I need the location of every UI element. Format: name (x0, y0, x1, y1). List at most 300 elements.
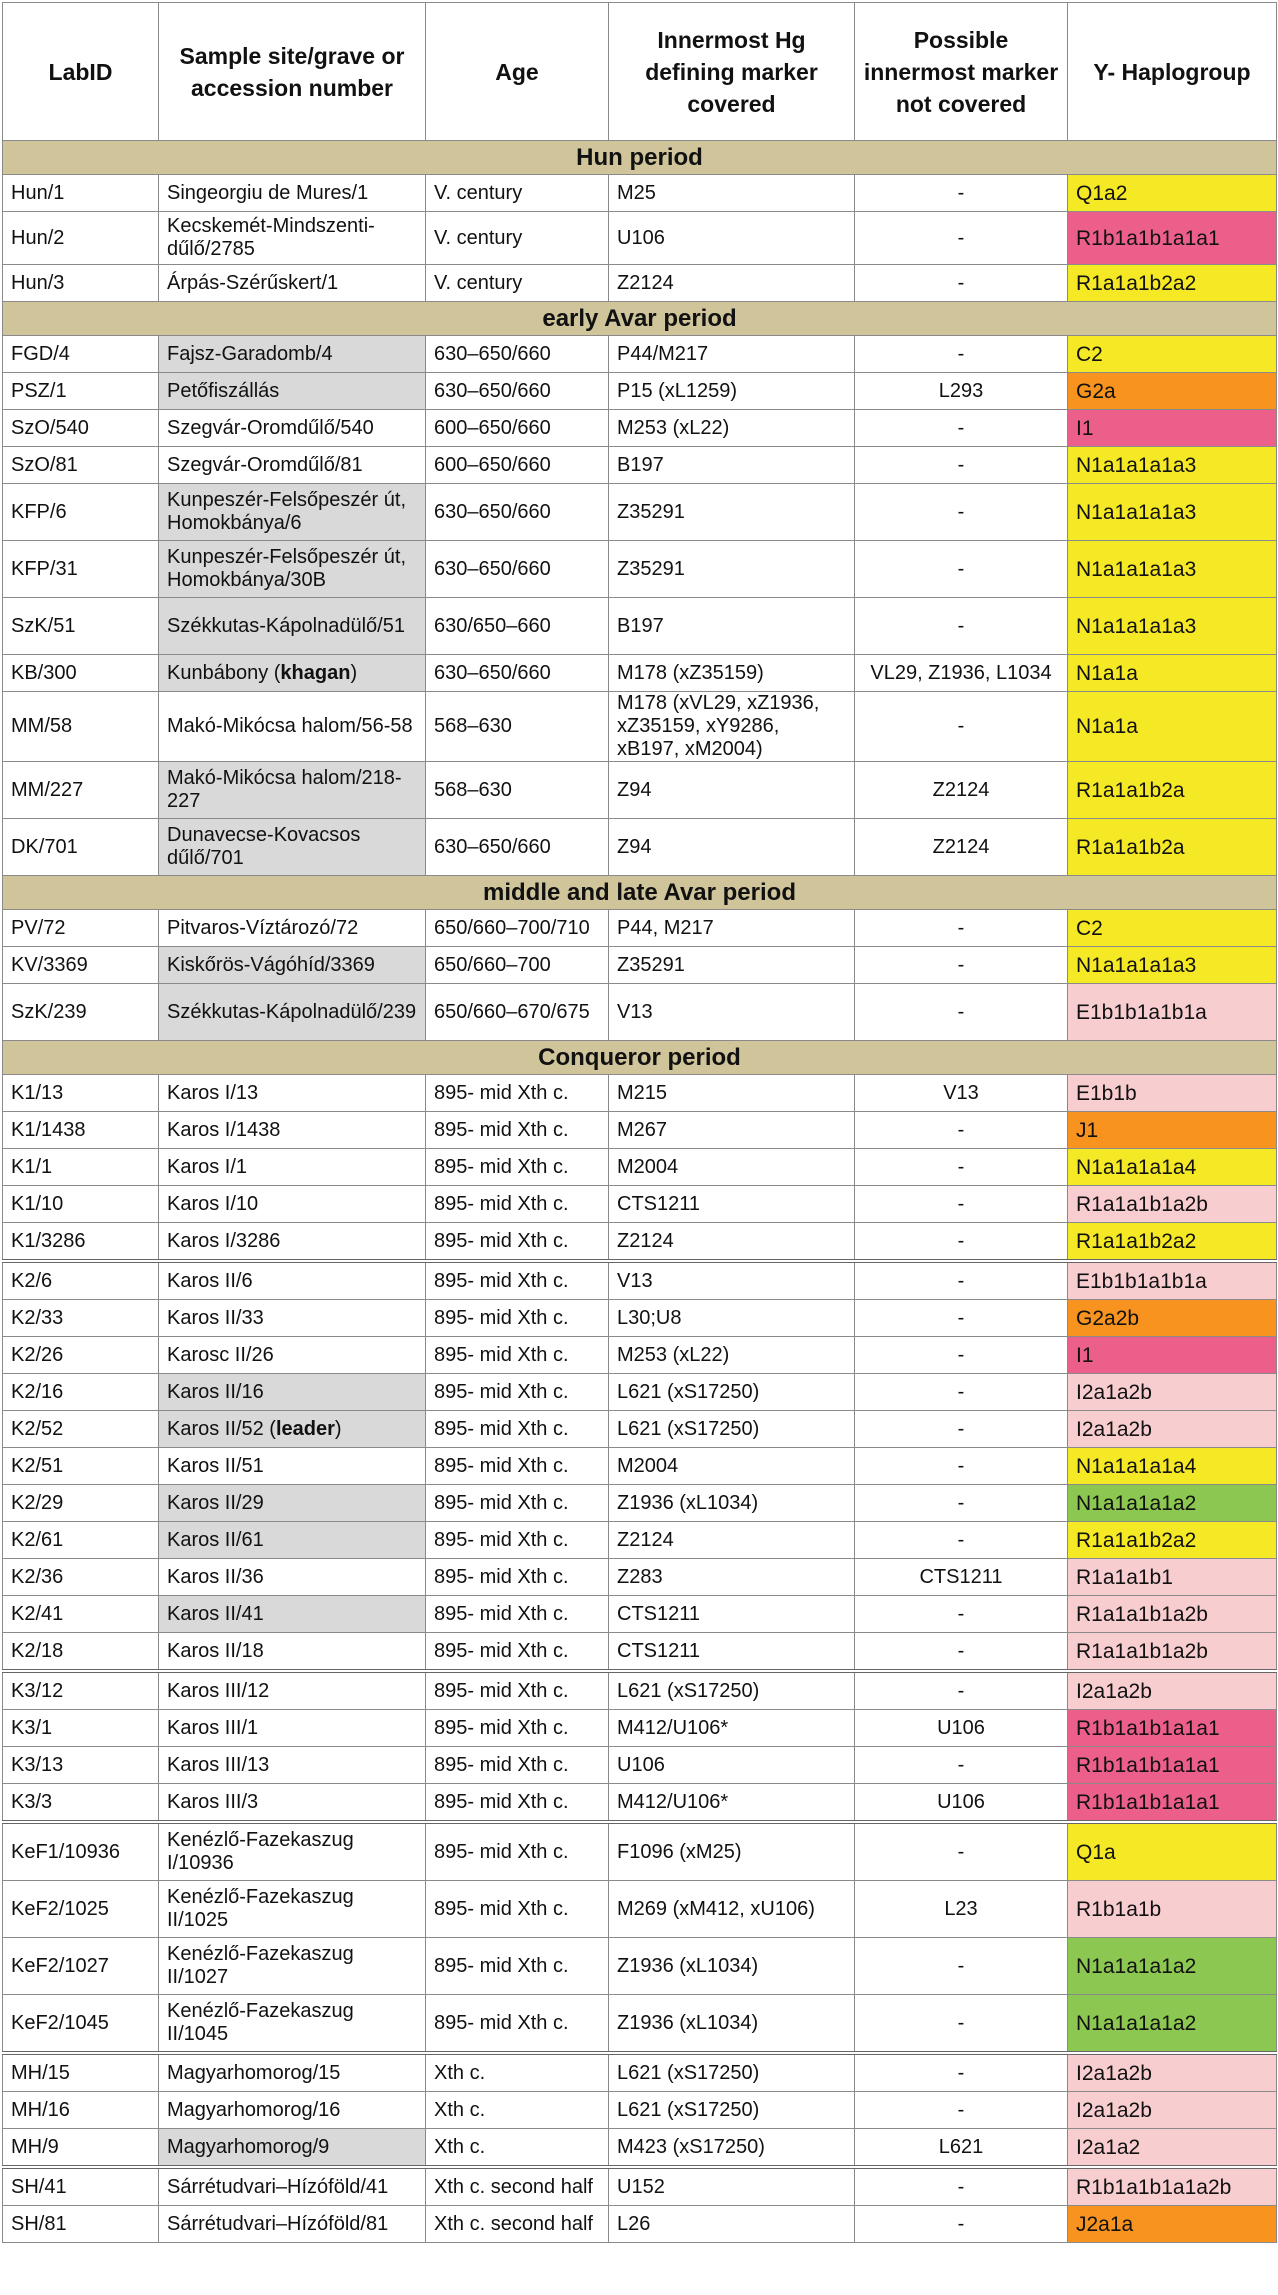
lab-id-cell: DK/701 (3, 819, 159, 876)
sample-site-cell (159, 1411, 426, 1448)
lab-id-cell: MH/16 (3, 2092, 159, 2129)
header-marker-covered: Innermost Hg defining marker covered (609, 3, 855, 141)
table-row (3, 1710, 1277, 1747)
age-cell: 895- mid Xth c. (426, 1223, 609, 1262)
marker-not-covered-cell: - (855, 410, 1068, 447)
table-row (3, 1747, 1277, 1784)
table-row (3, 1149, 1277, 1186)
sample-site-cell (159, 1300, 426, 1337)
lab-id-cell: K1/1438 (3, 1112, 159, 1149)
marker-covered-cell: L621 (xS17250) (609, 1671, 855, 1710)
marker-not-covered-cell: - (855, 1300, 1068, 1337)
table-row (3, 1995, 1277, 2054)
haplogroup-cell: R1a1a1b1a2b (1068, 1633, 1277, 1672)
sample-site-emphasis: khagan (280, 661, 351, 684)
header-haplogroup: Y- Haplogroup (1068, 3, 1277, 141)
sample-site-cell (159, 336, 426, 373)
haplogroup-cell: C2 (1068, 910, 1277, 947)
lab-id-cell: SzK/239 (3, 984, 159, 1041)
header-row (3, 3, 1277, 141)
age-cell: 895- mid Xth c. (426, 1522, 609, 1559)
age-cell: V. century (426, 175, 609, 212)
sample-site-text: Karosc II/26 (167, 1343, 274, 1366)
table-row (3, 1261, 1277, 1300)
table-row (3, 1784, 1277, 1823)
sample-site-cell (159, 1710, 426, 1747)
marker-not-covered-cell: - (855, 1186, 1068, 1223)
table-row (3, 2206, 1277, 2243)
period-row (3, 1041, 1277, 1075)
sample-site-cell (159, 762, 426, 819)
lab-id-cell: K2/33 (3, 1300, 159, 1337)
sample-site-cell (159, 598, 426, 655)
sample-site-text: Karos I/10 (167, 1192, 259, 1215)
lab-id-cell: KeF2/1025 (3, 1881, 159, 1938)
age-cell: 650/660–670/675 (426, 984, 609, 1041)
age-cell: 895- mid Xth c. (426, 1075, 609, 1112)
marker-covered-cell: M267 (609, 1112, 855, 1149)
lab-id-cell: KFP/6 (3, 484, 159, 541)
age-cell: V. century (426, 265, 609, 302)
table-row (3, 1596, 1277, 1633)
marker-not-covered-cell: - (855, 1633, 1068, 1672)
age-cell: 895- mid Xth c. (426, 1300, 609, 1337)
marker-covered-cell: M215 (609, 1075, 855, 1112)
sample-site-cell (159, 1374, 426, 1411)
haplogroup-cell: N1a1a1a1a3 (1068, 598, 1277, 655)
sample-site-text: Karos II/36 (167, 1565, 264, 1588)
table-row (3, 2129, 1277, 2168)
table-row (3, 1223, 1277, 1262)
marker-not-covered-cell: - (855, 1261, 1068, 1300)
sample-site-cell (159, 1149, 426, 1186)
marker-not-covered-cell: - (855, 2092, 1068, 2129)
lab-id-cell: KeF2/1027 (3, 1938, 159, 1995)
age-cell: V. century (426, 212, 609, 265)
haplogroup-cell: I2a1a2b (1068, 2053, 1277, 2092)
table-body (3, 141, 1277, 2243)
table-row (3, 373, 1277, 410)
haplogroup-cell: R1b1a1b (1068, 1881, 1277, 1938)
marker-covered-cell: M178 (xVL29, xZ1936, xZ35159, xY9286, xB197, xM2004) (609, 692, 855, 762)
table-row (3, 1448, 1277, 1485)
age-cell: 895- mid Xth c. (426, 1822, 609, 1881)
sample-site-cell (159, 2206, 426, 2243)
marker-not-covered-cell: V13 (855, 1075, 1068, 1112)
haplogroup-cell: R1a1a1b2a2 (1068, 265, 1277, 302)
marker-covered-cell: V13 (609, 984, 855, 1041)
table-row (3, 1485, 1277, 1522)
lab-id-cell: KeF2/1045 (3, 1995, 159, 2054)
haplogroup-cell: E1b1b1a1b1a (1068, 1261, 1277, 1300)
haplogroup-cell: R1a1a1b2a (1068, 819, 1277, 876)
age-cell: 895- mid Xth c. (426, 1448, 609, 1485)
sample-site-text: Karos II/16 (167, 1380, 264, 1403)
age-cell: 895- mid Xth c. (426, 1411, 609, 1448)
age-cell: Xth c. (426, 2129, 609, 2168)
marker-not-covered-cell: - (855, 1112, 1068, 1149)
sample-site-cell (159, 1881, 426, 1938)
age-cell: 650/660–700 (426, 947, 609, 984)
haplogroup-cell: Q1a2 (1068, 175, 1277, 212)
table-row (3, 1411, 1277, 1448)
sample-site-text: Kenézlő-Fazekaszug II/1025 (167, 1886, 354, 1931)
marker-not-covered-cell: - (855, 2167, 1068, 2206)
period-row (3, 876, 1277, 910)
sample-site-text: Kenézlő-Fazekaszug II/1045 (167, 2000, 354, 2045)
haplogroup-cell: N1a1a (1068, 692, 1277, 762)
sample-site-emphasis: leader (275, 1417, 335, 1440)
table-row (3, 947, 1277, 984)
marker-not-covered-cell: - (855, 1596, 1068, 1633)
haplogroup-cell: R1a1a1b1a2b (1068, 1186, 1277, 1223)
lab-id-cell: K1/3286 (3, 1223, 159, 1262)
table-row (3, 1633, 1277, 1672)
sample-site-text: Karos II/61 (167, 1528, 264, 1551)
haplogroup-cell: N1a1a1a1a2 (1068, 1485, 1277, 1522)
marker-not-covered-cell: - (855, 175, 1068, 212)
lab-id-cell: PV/72 (3, 910, 159, 947)
lab-id-cell: K3/1 (3, 1710, 159, 1747)
table-row (3, 447, 1277, 484)
lab-id-cell: K1/10 (3, 1186, 159, 1223)
sample-site-cell (159, 1633, 426, 1672)
haplogroup-cell: R1b1a1b1a1a1 (1068, 212, 1277, 265)
age-cell: Xth c. second half (426, 2167, 609, 2206)
age-cell: 895- mid Xth c. (426, 1485, 609, 1522)
sample-site-text: Makó-Mikócsa halom/56-58 (167, 715, 413, 737)
marker-covered-cell: M412/U106* (609, 1784, 855, 1823)
marker-not-covered-cell: - (855, 1822, 1068, 1881)
table-row (3, 1112, 1277, 1149)
sample-site-cell (159, 819, 426, 876)
table-row (3, 265, 1277, 302)
lab-id-cell: K2/18 (3, 1633, 159, 1672)
marker-not-covered-cell: - (855, 1337, 1068, 1374)
lab-id-cell: K2/51 (3, 1448, 159, 1485)
sample-site-cell (159, 1747, 426, 1784)
marker-covered-cell: P44, M217 (609, 910, 855, 947)
table-row (3, 212, 1277, 265)
marker-covered-cell: M423 (xS17250) (609, 2129, 855, 2168)
marker-not-covered-cell: - (855, 1671, 1068, 1710)
age-cell: 630–650/660 (426, 655, 609, 692)
header-labid: LabID (3, 3, 159, 141)
haplogroup-cell: N1a1a1a1a2 (1068, 1938, 1277, 1995)
sample-site-text: Kenézlő-Fazekaszug I/10936 (167, 1829, 354, 1874)
haplogroup-cell: I2a1a2b (1068, 1671, 1277, 1710)
sample-site-cell (159, 1112, 426, 1149)
table-row (3, 1881, 1277, 1938)
marker-not-covered-cell: - (855, 2206, 1068, 2243)
sample-site-cell (159, 1671, 426, 1710)
age-cell: 895- mid Xth c. (426, 1633, 609, 1672)
marker-covered-cell: Z2124 (609, 265, 855, 302)
haplogroup-cell: C2 (1068, 336, 1277, 373)
marker-covered-cell: L621 (xS17250) (609, 2053, 855, 2092)
lab-id-cell: KB/300 (3, 655, 159, 692)
marker-covered-cell: CTS1211 (609, 1633, 855, 1672)
marker-not-covered-cell: - (855, 1522, 1068, 1559)
age-cell: 630–650/660 (426, 373, 609, 410)
marker-covered-cell: F1096 (xM25) (609, 1822, 855, 1881)
table-row (3, 598, 1277, 655)
haplogroup-cell: R1b1a1b1a1a1 (1068, 1784, 1277, 1823)
sample-site-cell (159, 1559, 426, 1596)
marker-not-covered-cell: Z2124 (855, 819, 1068, 876)
age-cell: 650/660–700/710 (426, 910, 609, 947)
header-marker-not-covered: Possible innermost marker not covered (855, 3, 1068, 141)
marker-covered-cell: L621 (xS17250) (609, 1374, 855, 1411)
haplogroup-cell: R1a1a1b1a2b (1068, 1596, 1277, 1633)
age-cell: 895- mid Xth c. (426, 1149, 609, 1186)
haplogroup-cell: N1a1a1a1a3 (1068, 484, 1277, 541)
sample-site-cell (159, 2053, 426, 2092)
table-row (3, 541, 1277, 598)
sample-site-cell (159, 692, 426, 762)
sample-site-text: Kunpeszér-Felsőpeszér út, Homokbánya/30B (167, 546, 407, 591)
haplogroup-cell: R1a1a1b2a (1068, 762, 1277, 819)
age-cell: 895- mid Xth c. (426, 1374, 609, 1411)
sample-site-cell (159, 2129, 426, 2168)
sample-site-text: Karos III/3 (167, 1790, 259, 1813)
sample-site-suffix: ) (350, 661, 358, 684)
marker-covered-cell: Z94 (609, 762, 855, 819)
table-row (3, 1671, 1277, 1710)
marker-covered-cell: L30;U8 (609, 1300, 855, 1337)
lab-id-cell: SH/81 (3, 2206, 159, 2243)
table-row (3, 484, 1277, 541)
marker-covered-cell: CTS1211 (609, 1596, 855, 1633)
marker-not-covered-cell: Z2124 (855, 762, 1068, 819)
sample-site-cell (159, 1186, 426, 1223)
haplogroup-cell: N1a1a (1068, 655, 1277, 692)
haplogroup-cell: R1b1a1b1a1a1 (1068, 1747, 1277, 1784)
sample-site-text: Pitvaros-Víztározó/72 (167, 916, 359, 939)
lab-id-cell: SzO/540 (3, 410, 159, 447)
marker-covered-cell: Z2124 (609, 1223, 855, 1262)
sample-site-cell (159, 1448, 426, 1485)
marker-not-covered-cell: - (855, 2053, 1068, 2092)
sample-site-text: Kecskemét-Mindszenti-dűlő/2785 (167, 215, 375, 260)
table-row (3, 1522, 1277, 1559)
marker-covered-cell: M253 (xL22) (609, 410, 855, 447)
lab-id-cell: K2/36 (3, 1559, 159, 1596)
age-cell: 600–650/660 (426, 447, 609, 484)
haplogroup-cell: N1a1a1a1a3 (1068, 447, 1277, 484)
sample-site-text: Magyarhomorog/9 (167, 2135, 330, 2158)
marker-not-covered-cell: L23 (855, 1881, 1068, 1938)
lab-id-cell: SzK/51 (3, 598, 159, 655)
sample-site-cell (159, 447, 426, 484)
lab-id-cell: K3/3 (3, 1784, 159, 1823)
sample-site-text: Kiskőrös-Vágóhíd/3369 (167, 953, 375, 976)
age-cell: 630–650/660 (426, 336, 609, 373)
age-cell: Xth c. (426, 2053, 609, 2092)
table-row (3, 819, 1277, 876)
sample-site-suffix: ) (334, 1417, 342, 1440)
lab-id-cell: K2/29 (3, 1485, 159, 1522)
age-cell: 630/650–660 (426, 598, 609, 655)
sample-site-text: Karos III/1 (167, 1716, 259, 1739)
age-cell: 895- mid Xth c. (426, 1261, 609, 1300)
age-cell: 895- mid Xth c. (426, 1784, 609, 1823)
marker-covered-cell: M412/U106* (609, 1710, 855, 1747)
table-row (3, 762, 1277, 819)
table-row (3, 2092, 1277, 2129)
marker-covered-cell: P44/M217 (609, 336, 855, 373)
age-cell: 895- mid Xth c. (426, 1938, 609, 1995)
marker-covered-cell: Z2124 (609, 1522, 855, 1559)
table-row (3, 910, 1277, 947)
age-cell: 895- mid Xth c. (426, 1596, 609, 1633)
marker-covered-cell: M2004 (609, 1149, 855, 1186)
sample-site-cell (159, 265, 426, 302)
age-cell: 568–630 (426, 762, 609, 819)
marker-covered-cell: Z35291 (609, 541, 855, 598)
age-cell: 895- mid Xth c. (426, 1710, 609, 1747)
sample-site-text: Kunpeszér-Felsőpeszér út, Homokbánya/6 (167, 489, 407, 534)
marker-not-covered-cell: - (855, 1995, 1068, 2054)
marker-covered-cell: Z1936 (xL1034) (609, 1485, 855, 1522)
sample-site-cell (159, 2167, 426, 2206)
marker-not-covered-cell: - (855, 984, 1068, 1041)
sample-site-cell (159, 1995, 426, 2054)
marker-not-covered-cell: - (855, 598, 1068, 655)
marker-covered-cell: Z1936 (xL1034) (609, 1995, 855, 2054)
sample-site-text: Karos II/52 ( (167, 1417, 276, 1440)
age-cell: 895- mid Xth c. (426, 1559, 609, 1596)
marker-covered-cell: P15 (xL1259) (609, 373, 855, 410)
haplogroup-cell: N1a1a1a1a4 (1068, 1149, 1277, 1186)
table-row (3, 1374, 1277, 1411)
table-row (3, 1337, 1277, 1374)
marker-covered-cell: L621 (xS17250) (609, 2092, 855, 2129)
sample-site-text: Árpás-Szérűskert/1 (167, 271, 339, 294)
haplogroup-cell: N1a1a1a1a4 (1068, 1448, 1277, 1485)
marker-covered-cell: U152 (609, 2167, 855, 2206)
age-cell: 630–650/660 (426, 819, 609, 876)
sample-site-cell (159, 212, 426, 265)
sample-site-cell (159, 1596, 426, 1633)
marker-covered-cell: U106 (609, 1747, 855, 1784)
sample-site-text: Sárrétudvari–Hízóföld/81 (167, 2212, 389, 2235)
lab-id-cell: MH/15 (3, 2053, 159, 2092)
sample-site-text: Karos III/13 (167, 1753, 270, 1776)
sample-site-cell (159, 484, 426, 541)
haplogroup-table (2, 2, 1277, 2243)
marker-not-covered-cell: - (855, 692, 1068, 762)
age-cell: 895- mid Xth c. (426, 1747, 609, 1784)
haplogroup-cell: R1a1a1b1 (1068, 1559, 1277, 1596)
marker-not-covered-cell: - (855, 1223, 1068, 1262)
sample-site-text: Sárrétudvari–Hízóföld/41 (167, 2175, 389, 2198)
marker-not-covered-cell: U106 (855, 1784, 1068, 1823)
haplogroup-cell: N1a1a1a1a3 (1068, 541, 1277, 598)
haplogroup-cell: I1 (1068, 410, 1277, 447)
sample-site-cell (159, 410, 426, 447)
lab-id-cell: Hun/2 (3, 212, 159, 265)
marker-not-covered-cell: - (855, 336, 1068, 373)
haplogroup-cell: R1b1a1b1a1a2b (1068, 2167, 1277, 2206)
lab-id-cell: MM/58 (3, 692, 159, 762)
marker-not-covered-cell: - (855, 1149, 1068, 1186)
lab-id-cell: K2/16 (3, 1374, 159, 1411)
age-cell: 895- mid Xth c. (426, 1671, 609, 1710)
marker-not-covered-cell: U106 (855, 1710, 1068, 1747)
sample-site-cell (159, 1822, 426, 1881)
haplogroup-cell: R1a1a1b2a2 (1068, 1223, 1277, 1262)
header-age: Age (426, 3, 609, 141)
haplogroup-cell: I2a1a2b (1068, 1411, 1277, 1448)
sample-site-cell (159, 1075, 426, 1112)
sample-site-text: Karos II/29 (167, 1491, 264, 1514)
sample-site-cell (159, 2092, 426, 2129)
age-cell: Xth c. (426, 2092, 609, 2129)
marker-covered-cell: M253 (xL22) (609, 1337, 855, 1374)
table-row (3, 336, 1277, 373)
sample-site-text: Székkutas-Kápolnadülő/51 (167, 614, 405, 637)
age-cell: 568–630 (426, 692, 609, 762)
marker-not-covered-cell: - (855, 212, 1068, 265)
marker-covered-cell: Z283 (609, 1559, 855, 1596)
lab-id-cell: K2/52 (3, 1411, 159, 1448)
header-sample-site: Sample site/grave or accession number (159, 3, 426, 141)
sample-site-text: Karos I/1 (167, 1155, 248, 1178)
marker-not-covered-cell: - (855, 1448, 1068, 1485)
haplogroup-cell: J1 (1068, 1112, 1277, 1149)
lab-id-cell: K2/61 (3, 1522, 159, 1559)
haplogroup-cell: N1a1a1a1a3 (1068, 947, 1277, 984)
marker-covered-cell: M2004 (609, 1448, 855, 1485)
lab-id-cell: Hun/3 (3, 265, 159, 302)
sample-site-text: Magyarhomorog/15 (167, 2061, 341, 2084)
sample-site-cell (159, 1261, 426, 1300)
table-row (3, 1559, 1277, 1596)
lab-id-cell: K2/41 (3, 1596, 159, 1633)
sample-site-text: Magyarhomorog/16 (167, 2098, 341, 2121)
haplogroup-cell: E1b1b1a1b1a (1068, 984, 1277, 1041)
sample-site-cell (159, 175, 426, 212)
marker-covered-cell: M25 (609, 175, 855, 212)
age-cell: 600–650/660 (426, 410, 609, 447)
lab-id-cell: KV/3369 (3, 947, 159, 984)
marker-covered-cell: V13 (609, 1261, 855, 1300)
haplogroup-cell: I2a1a2 (1068, 2129, 1277, 2168)
sample-site-text: Karos II/51 (167, 1454, 264, 1477)
marker-covered-cell: B197 (609, 447, 855, 484)
period-row (3, 141, 1277, 175)
age-cell: 630–650/660 (426, 484, 609, 541)
sample-site-cell (159, 373, 426, 410)
haplogroup-table-container (2, 2, 1276, 2243)
marker-not-covered-cell: - (855, 1938, 1068, 1995)
sample-site-cell (159, 947, 426, 984)
haplogroup-cell: G2a2b (1068, 1300, 1277, 1337)
marker-not-covered-cell: VL29, Z1936, L1034 (855, 655, 1068, 692)
sample-site-cell (159, 910, 426, 947)
table-row (3, 1822, 1277, 1881)
marker-not-covered-cell: L621 (855, 2129, 1068, 2168)
marker-covered-cell: M178 (xZ35159) (609, 655, 855, 692)
age-cell: 895- mid Xth c. (426, 1186, 609, 1223)
lab-id-cell: K1/1 (3, 1149, 159, 1186)
marker-covered-cell: L26 (609, 2206, 855, 2243)
lab-id-cell: FGD/4 (3, 336, 159, 373)
lab-id-cell: K3/13 (3, 1747, 159, 1784)
table-row (3, 175, 1277, 212)
sample-site-text: Makó-Mikócsa halom/218-227 (167, 767, 402, 812)
